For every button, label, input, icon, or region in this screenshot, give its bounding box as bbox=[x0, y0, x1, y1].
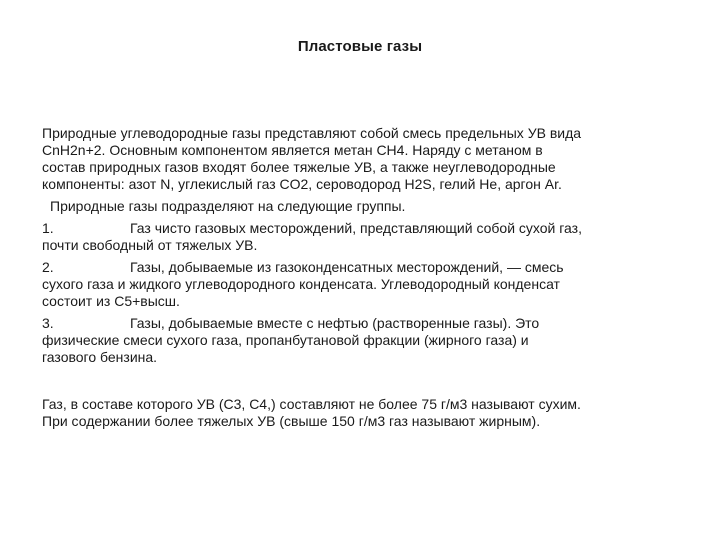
intro-line: CnH2n+2. Основным компонентом является метан CH4. Наряду с метаном в bbox=[42, 142, 543, 158]
group-number: 1. bbox=[42, 220, 54, 236]
group-line: физические смеси сухого газа, пропанбутановой фракции (жирного газа) и bbox=[42, 332, 529, 348]
groups-heading: Природные газы подразделяют на следующие группы. bbox=[50, 198, 406, 214]
slide-body bbox=[42, 125, 692, 366]
group-item-3 bbox=[42, 315, 692, 366]
group-line: состоит из С5+высш. bbox=[42, 293, 180, 309]
intro-line: компоненты: азот N, углекислый газ CO2, сероводород H2S, гелий He, аргон Ar. bbox=[42, 176, 562, 192]
footer-line: При содержании более тяжелых УВ (свыше 150 г/м3 газ называют жирным). bbox=[42, 413, 541, 429]
intro-line: состав природных газов входят более тяжелые УВ, а также неуглеводородные bbox=[42, 159, 556, 175]
footer-paragraph bbox=[42, 396, 702, 430]
intro-line: Природные углеводородные газы представляют собой смесь предельных УВ вида bbox=[42, 125, 582, 141]
group-item-1 bbox=[42, 220, 692, 254]
slide-title: Пластовые газы bbox=[297, 38, 423, 55]
group-line: почти свободный от тяжелых УВ. bbox=[42, 237, 258, 253]
group-number: 2. bbox=[42, 259, 54, 275]
group-line: Газы, добываемые из газоконденсатных месторождений, — смесь bbox=[130, 259, 564, 275]
footer-line: Газ, в составе которого УВ (С3, С4,) составляют не более 75 г/м3 называют сухим. bbox=[42, 396, 581, 412]
group-line: Газы, добываемые вместе с нефтью (растворенные газы). Это bbox=[130, 315, 540, 331]
group-line: сухого газа и жидкого углеводородного конденсата. Углеводородный конденсат bbox=[42, 276, 560, 292]
intro-paragraph bbox=[42, 125, 692, 193]
group-number: 3. bbox=[42, 315, 54, 331]
group-line: газового бензина. bbox=[42, 349, 158, 365]
group-line: Газ чисто газовых месторождений, представляющий собой сухой газ, bbox=[130, 220, 582, 236]
group-item-2 bbox=[42, 259, 692, 310]
